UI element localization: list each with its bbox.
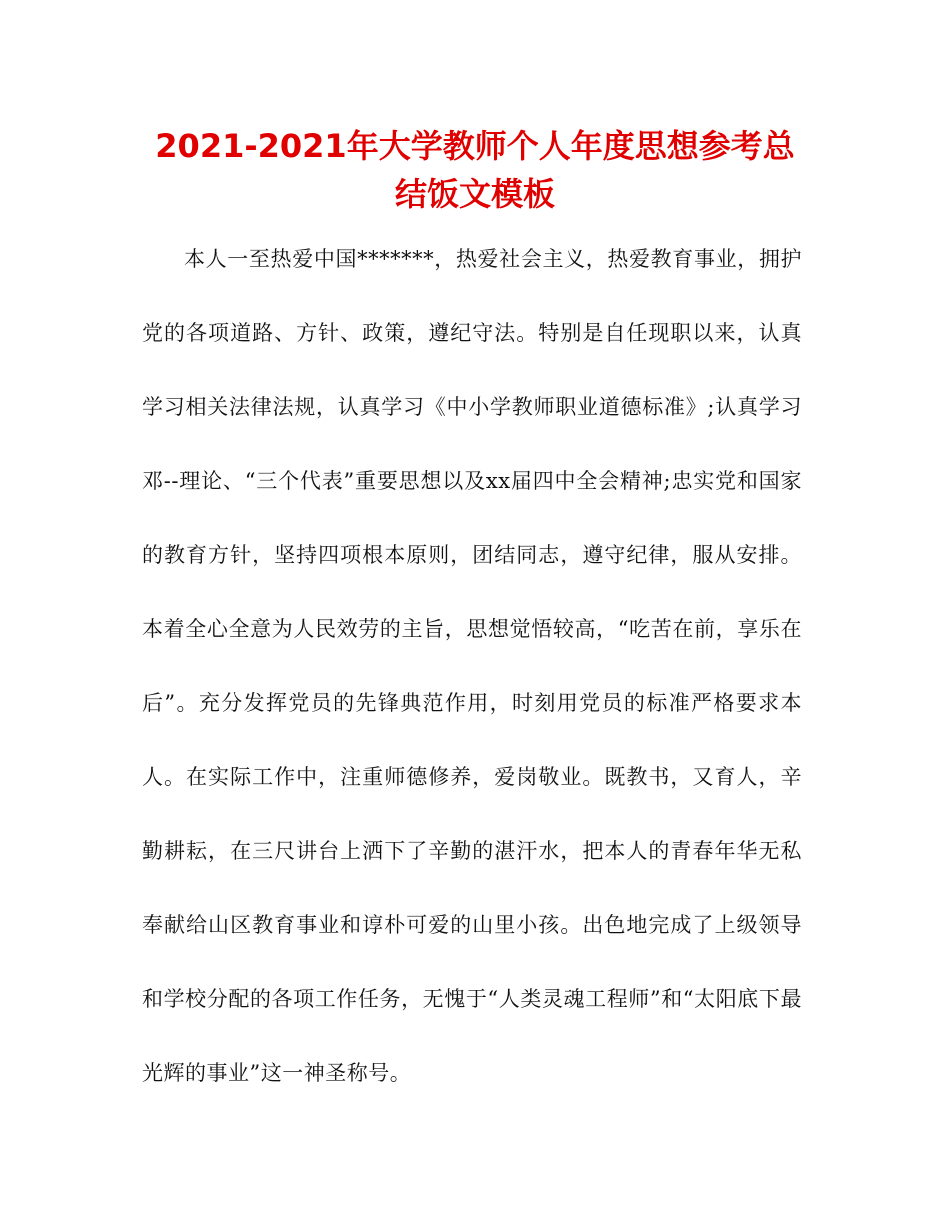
body-paragraph: 本人一至热爱中国*******，热爱社会主义，热爱教育事业，拥护党的各项道路、方针、政策，遵纪守法。特别是自任现职以来，认真学习相关法律法规，认真学习《中小学教师职业道德标准》;认真学习邓--理论、“三个代表”重要思想以及xx届四中全会精神;忠实党和国家的教育方针，坚持四项根本原则，团结同志，遵守纪律，服从安排。本着全心全意为人民效劳的主旨，思想觉悟较高，“吃苦在前，享乐在后”。充分发挥党员的先锋典范作用，时刻用党员的标准严格要求本人。在实际工作中，注重师德修养，爱岗敬业。既教书，又育人，辛勤耕耘，在三尺讲台上洒下了辛勤的湛汗水，把本人的青春年华无私奉献给山区教育事业和谆朴可爱的山里小孩。出色地完成了上级领导和学校分配的各项工作任务，无愧于“人类灵魂工程师”和“太阳底下最光辉的事业”这一神圣称号。 <box>142 247 802 1085</box>
document-title: 2021-2021年大学教师个人年度思想参考总结饭文模板 <box>155 127 795 213</box>
